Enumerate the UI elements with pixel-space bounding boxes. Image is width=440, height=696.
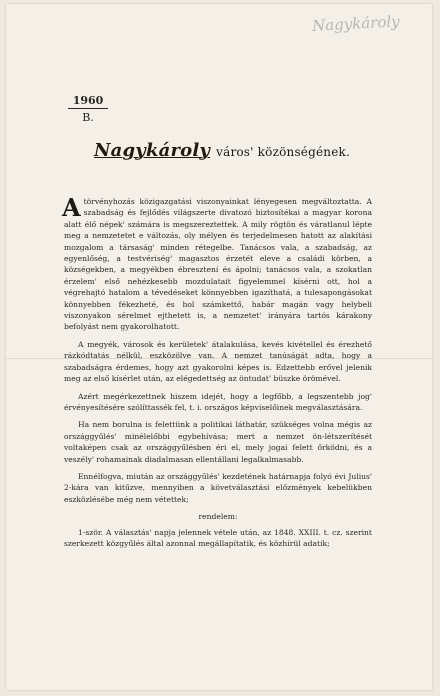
paragraph-2: A megyék, városok és kerületek' átalakulása, kevés kivétellel és érezhető rázkódtatás nélkül, eszközölve van. A nemzet tanúságát adta, hogy a szabadságra érdemes, hogy azt gyakorolni képes is. Edzettebb erővel jelenik meg az első kísérlet után, az elégedettség az öntudat' büszke örömével. (64, 339, 372, 384)
paragraph-3: Azért megérkezettnek hiszem idejét, hogy a legfőbb, a legszentebb jog' érvényesítésére szólíttassék fel, t. i. országos képviselőinek megválasztására. (64, 391, 372, 412)
title-printed: város' közönségének. (216, 145, 351, 159)
pencil-annotation: Nagykároly (311, 12, 401, 35)
document-number (68, 94, 108, 124)
drop-cap: A (62, 193, 81, 222)
paragraph-7: 1-ször. A választás' napja jelennek vétele után, az 1848. XXIII. t. cz. szerint szerkezett közgyűlés által azonnal megállapítatik, és közhírül adatik; (64, 527, 372, 548)
page-title (94, 140, 394, 161)
paragraph-1 (62, 193, 372, 333)
handwritten-town-name: Nagykároly (94, 140, 211, 161)
doc-number: 1960 (68, 94, 108, 109)
paragraph-1-text: törvényhozás közigazgatási viszonyainkat lényegesen megváltoztatta. A szabadság és fejlődés világszerte divatozó biztosítékai a magyar korona alatt élő népek' számára is megszereztettek. A mily rögtön és váratlanul lépte meg a nemzetetet e változás, oly mélyen és terjedelmesen hatott az alakítási mozgalom a társaság' minden rétegelbe. Tanácsos vala, a szabadság, az egyenlőség, a testvériség' magasztos érzetét eleve a családi körben, a községekben, a megyékben ébresztení és ápolni; tanácsos vala, a szokatlan érzelem' első nehézkesebb mozdulatait figyelemmel kísérni ott, hol a végrehajtó hatalom a tévedéseket könnyebben igazíthatá, a tulesapongásokat könnyebben fékezheté, és hol számkettő, habár magán vagy helybeli viszonyakon sérelmet ejthetett is, a nemzetet' irányára tartós kárakony befolyást nem gyakorolhatott. (64, 197, 372, 332)
doc-letter: B. (82, 111, 94, 124)
paragraph-4: Ha nem borulna is felettünk a politikai láthatár, szükséges volna mégis az országgyűlés' minélelőbbi egybehívása; mert a nemzet ön-létszerítését voltaképen csak az országgyűlésben éri el, mely jogai felett őrködni, és a veszély' rohamainak diadalmasan ellentállani legalkalmasabb. (64, 420, 372, 464)
paragraph-6: rendelem: (198, 512, 238, 522)
document-body (62, 193, 372, 555)
paragraph-5: Ennélfogva, miután az országgyűlés' kezdetének határnapja folyó évi Julius' 2-kára van kitűzve, mennyiben a követválasztási előzmények kebelükben eszközlésébe még nem vétettek; (64, 471, 372, 504)
